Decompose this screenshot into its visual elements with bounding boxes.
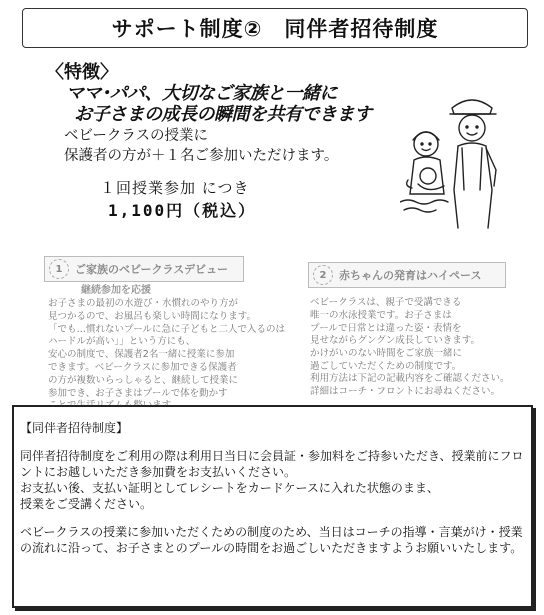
panel-right-notes: 利用方法は下記の記載内容をご確認ください。 詳細はコーチ・フロントにお尋ねください。 bbox=[310, 373, 510, 397]
panel-left-ribbon bbox=[44, 256, 244, 296]
panel-right-ribbon bbox=[308, 262, 506, 288]
page-title: サポート制度② 同伴者招待制度 bbox=[22, 8, 528, 48]
headline-line-2: お子さまの成長の瞬間を共有できます bbox=[74, 104, 372, 125]
info-heading: 【同伴者招待制度】 bbox=[20, 421, 129, 435]
feature-tag: 〈特徴〉 bbox=[46, 62, 118, 83]
panel-left-text: お子さまの最初の水遊び・水慣れのやり方が 見つかるので、お風呂も楽しい時間になります。 「でも…慣れないプールに急に子どもと二人で入るのは ハードルが高い」」という方にも、 安心の制度で、保護者2名一緒に授業に参加 できます。ベビークラスに参加できる保護者 の方が複数いらっしゃると、継続して授業に 参加でき、お子さまはプールで体を動かす bbox=[48, 298, 286, 399]
panel-left-title: ご家族のベビークラスデビュー bbox=[75, 263, 229, 276]
description-line-1: ベビークラスの授業に bbox=[64, 128, 208, 144]
panel-left-subtitle: 継続参加を応援 bbox=[81, 285, 151, 296]
info-line-1: 同伴者招待制度をご利用の際は利用日当日に会員証・参加料をご持参いただき、授業前にフロ bbox=[20, 449, 524, 463]
info-line-5: ベビークラスの授業に参加いただくための制度のため、当日はコーチの指導・言葉がけ・授業 bbox=[20, 525, 523, 539]
description-line-2: 保護者の方が＋１名ご参加いただけます。 bbox=[64, 148, 339, 164]
info-line-4: 授業をご受講ください。 bbox=[20, 497, 153, 511]
info-line-3: お支払い後、支払い証明としてレシートをカードケースに入れた状態のまま、 bbox=[20, 481, 439, 495]
fee-label: １回授業参加 につき bbox=[100, 179, 250, 197]
panel-right-title: 赤ちゃんの発育はハイペース bbox=[339, 269, 482, 282]
info-line-6: の流れに沿って、お子さまとのプールの時間をお過ごしいただきますようお願いいたします。 bbox=[20, 541, 523, 555]
info-box bbox=[12, 405, 533, 608]
panel-right-text: ベビークラスは、親子で受講できる 唯一の水泳授業です。お子さまは プールで日常とは違った姿・表情を 見せながらグングン成長していきます。 かけがいのない時間をご家族一緒に 過ごしていただくための制度です。 bbox=[310, 297, 481, 372]
family-illustration bbox=[400, 90, 510, 240]
fee-amount: 1,100円（税込） bbox=[108, 201, 257, 220]
headline-line-1: ママ･パパ、大切なご家族と一緒に bbox=[66, 83, 337, 104]
panel-left-number: 1 bbox=[49, 259, 69, 279]
panel-right-number: 2 bbox=[313, 265, 333, 285]
info-line-2: ントにお越しいただき参加費をお支払いください。 bbox=[20, 465, 297, 479]
